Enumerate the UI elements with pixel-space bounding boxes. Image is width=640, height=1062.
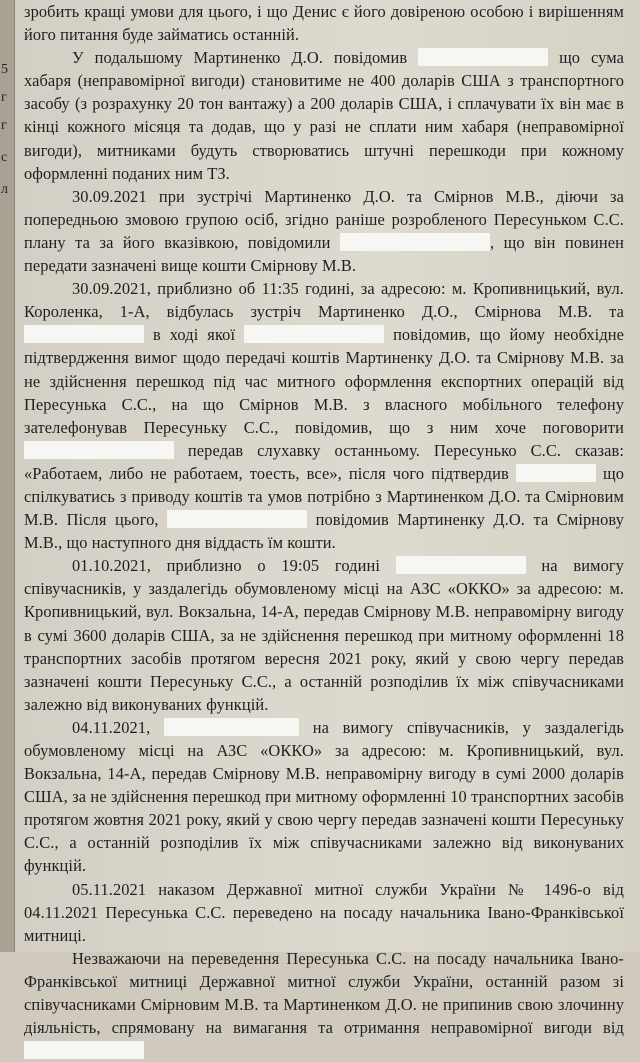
text-run: У подальшому Мартиненко Д.О. повідомив (72, 48, 408, 68)
redaction-block (24, 1041, 144, 1059)
text-run: повідомив Мартиненку Д.О. та Смірнову М.В., що наступного дня віддасть їм кошти. (24, 510, 625, 553)
redaction-block (244, 325, 384, 343)
redaction-block (516, 464, 596, 482)
text-run: 01.10.2021, приблизно о 19:05 годині (72, 556, 380, 576)
paragraph-appointment-order (24, 878, 624, 947)
text-run: Незважаючи на переведення Пересунька С.С. на посаду начальника Івано-Франківської митниці Державної митної служби України, останній разом зі співучасниками Смірновим М.В. та Мартиненком Д.О. не припинив свою злочинну діяльність, спрямовану на вимагання та отримання неправомірної вигоди від (24, 948, 624, 1038)
redaction-block (396, 556, 526, 574)
margin-mark: с (1, 150, 8, 165)
redaction-block (340, 233, 490, 251)
document-body (24, 0, 624, 1062)
text-run: 05.11.2021 наказом Державної митної служби України № 1496-о від 04.11.2021 Пересунька С.С. переведено на посаду начальника Івано-Франківської митниці. (24, 879, 624, 945)
margin-mark: г (1, 118, 7, 133)
text-run: 30.09.2021 при зустрічі Мартиненко Д.О. та Смірнов М.В., діючи за попередньою змовою групою осіб, згідно раніше розробленого Пересуньком С.С. плану та за його вказівкою, повідомили (24, 186, 624, 252)
text-run: на вимогу співучасників, у заздалегідь обумовленому місці на АЗС «ОККО» за адресою: м. Кропивницький, вул. Вокзальна, 14-А, передав Смірнову М.В. неправомірну вигоду в сумі 3600 доларів США, за не здійснення перешкод при митному оформленні 18 транспортних засобів протягом вересня 2021 року, який у свою чергу передав зазначені кошти Пересуньку С.С., а останній розподілив їх між співучасниками залежно від виконуваних функцій. (24, 556, 624, 714)
text-run: 04.11.2021, (72, 717, 151, 737)
text-run: 30.09.2021, приблизно об 11:35 годині, за адресою: м. Кропивницький, вул. Короленка, 1-А, відбулась зустріч Мартиненко Д.О., Смірнова М.В. та (24, 279, 624, 322)
paragraph-meeting-30-09 (24, 185, 624, 277)
text-run: , що він повинен передати зазначені вище кошти Смірнову М.В. (24, 232, 624, 276)
redaction-block (24, 441, 174, 459)
paragraph-continuation (24, 0, 624, 46)
text-run: що сума хабаря (неправомірної вигоди) становитиме не 400 доларів США з транспортного засобу (з розрахунку 20 тон вантажу) а 200 доларів США, і сплачувати їх він має в кінці кожного місяця та додав, що у разі не сплати ним хабаря (неправомірної вигоди), митниками будуть створюватись штучні перешкоди при кожному оформленні поданих ним ТЗ. (24, 48, 624, 183)
redaction-block (167, 510, 307, 528)
text-run: в ході якої (152, 325, 236, 345)
redaction-block (24, 325, 144, 343)
margin-mark: 5 (1, 62, 8, 77)
paragraph-meeting-11-35 (24, 277, 624, 554)
text-run: зробить кращі умови для цього, і що Денис є його довіреною особою і вирішенням його питання буде займатись останній. (24, 2, 624, 45)
text-run: на вимогу співучасників, у заздалегідь обумовленому місці на АЗС «ОККО» за адресою: м. Кропивницький, вул. Вокзальна, 14-А, передав Смірнову М.В. неправомірну вигоду в сумі 2000 доларів США, за не здійснення перешкод при митному оформленні 10 транспортних засобів протягом жовтня 2021 року, який у свою чергу передав зазначені кошти Пересуньку С.С., а останній розподілив їх між співучасниками залежно від виконуваних функцій. (24, 717, 624, 876)
margin-mark: г (1, 90, 7, 105)
paragraph-continued-activity (24, 947, 624, 1062)
redaction-block (164, 718, 299, 736)
paragraph-transfer-04-11 (24, 716, 624, 878)
paragraph-transfer-01-10 (24, 554, 624, 716)
text-run: що спілкуватись з приводу коштів та умов потрібно з Мартиненком Д.О. та Смірновим М.В. Після цього, (24, 463, 625, 530)
paragraph-bribe-terms (24, 46, 624, 185)
text-run: повідомив, що йому необхідне підтвердження вимог щодо передачі коштів Мартиненку Д.О. та Смірнову М.В. за не здійснення перешкод під час митного оформлення експортних операцій від Пересунька С.С., на що Смірнов М.В. з власного мобільного телефону зателефонував Пересуньку С.С., повідомив, що з ним хоче поговорити (24, 325, 625, 437)
page-margin-strip (0, 0, 15, 952)
redaction-block (418, 48, 548, 66)
text-run: передав слухавку останньому. Пересунько С.С. сказав: «Работаем, либо не работаем, тоесть, все», після чого підтвердив (24, 440, 624, 483)
margin-mark: л (1, 182, 8, 197)
